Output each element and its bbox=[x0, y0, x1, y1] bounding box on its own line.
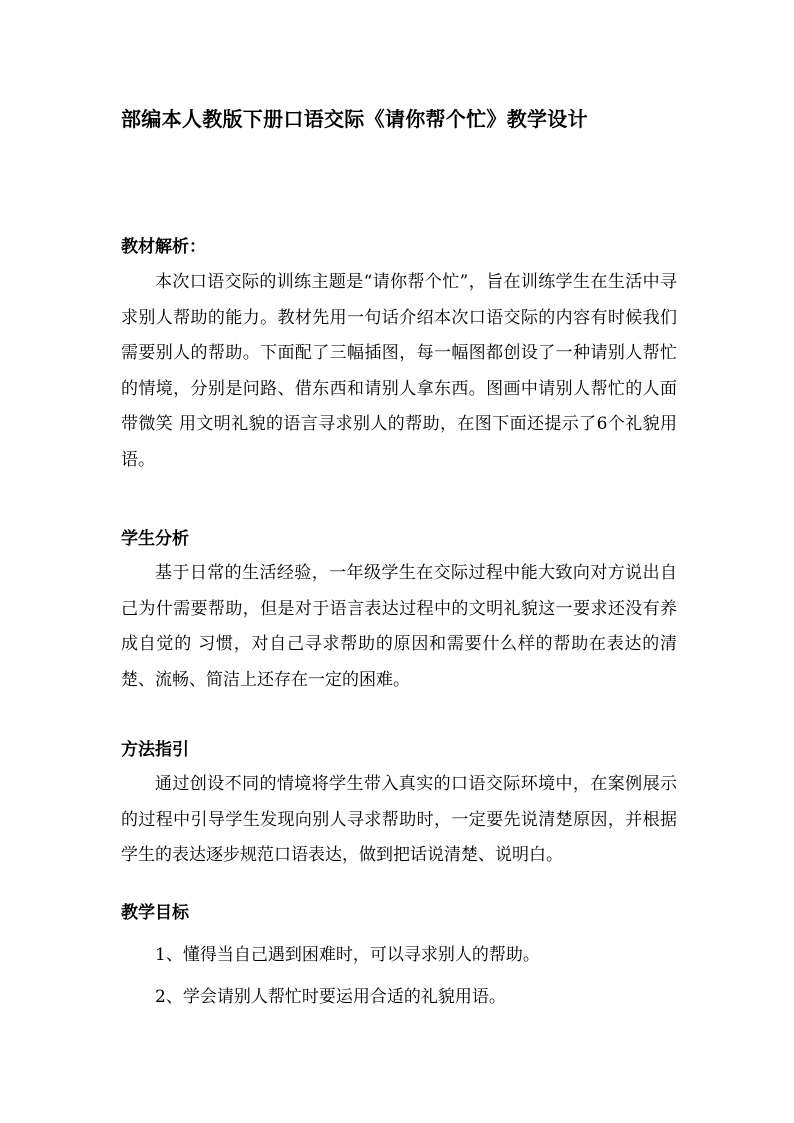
section-heading-textbook-analysis: 教材解析： bbox=[121, 237, 206, 257]
document-title: 部编本人教版下册口语交际《请你帮个忙》教学设计 bbox=[121, 107, 588, 131]
teaching-goal-item-2: 2、学会请别人帮忙时要运用合适的礼貌用语。 bbox=[155, 987, 506, 1007]
teaching-goal-item-1: 1、懂得当自己遇到困难时，可以寻求别人的帮助。 bbox=[155, 945, 540, 965]
section-heading-student-analysis: 学生分析 bbox=[121, 529, 189, 549]
section-paragraph-student-analysis: 基于日常的生活经验，一年级学生在交际过程中能大致向对方说出自己为什需要帮助，但是对于语言表达过程中的文明礼貌这一要求还没有养成自觉的 习惯，对自己寻求帮助的原因和需要什么样的帮助在表达的清楚、流畅、简洁上还存在一定的困难。 bbox=[121, 563, 677, 690]
section-paragraph-method-guide: 通过创设不同的情境将学生带入真实的口语交际环境中，在案例展示的过程中引导学生发现向别人寻求帮助时，一定要先说清楚原因，并根据学生的表达逐步规范口语表达，做到把话说清楚、说明白。 bbox=[121, 774, 677, 865]
section-paragraph-textbook-analysis: 本次口语交际的训练主题是“请你帮个忙”，旨在训练学生在生活中寻求别人帮助的能力。教材先用一句话介绍本次口语交际的内容有时候我们需要别人的帮助。下面配了三幅插图，每一幅图都创设了一种请别人帮忙的情境，分别是问路、借东西和请别人拿东西。图画中请别人帮忙的人面带微笑 用文明礼貌的语言寻求别人的帮助，在图下面还提示了6个礼貌用语。 bbox=[121, 272, 677, 470]
section-heading-teaching-goals: 教学目标 bbox=[121, 903, 189, 923]
section-heading-method-guide: 方法指引 bbox=[121, 740, 189, 760]
